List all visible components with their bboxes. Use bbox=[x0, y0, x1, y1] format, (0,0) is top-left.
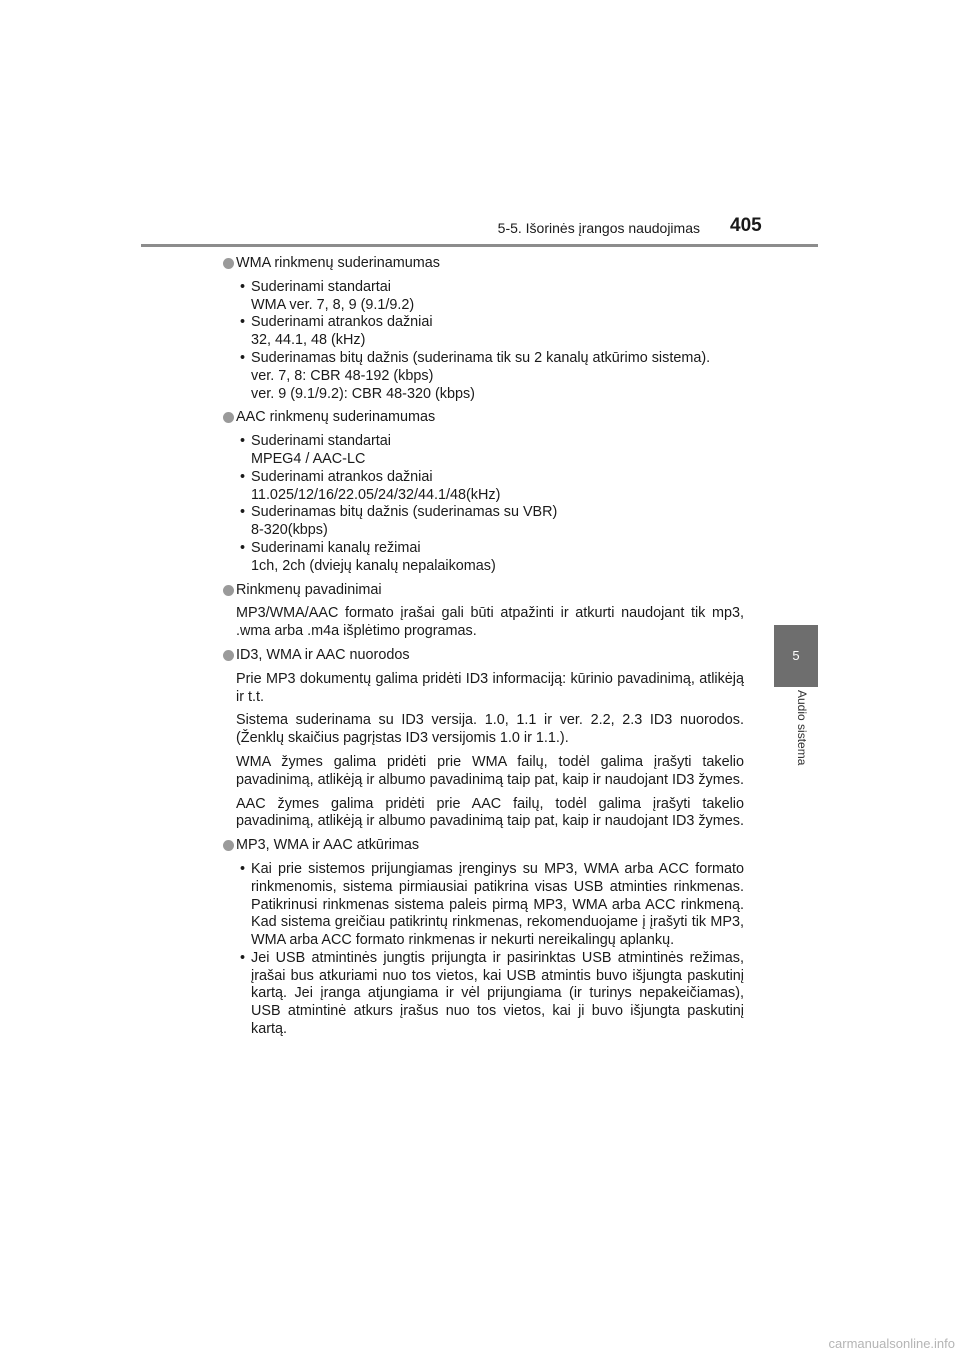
item-value: ver. 9 (9.1/9.2): CBR 48-320 (kbps) bbox=[251, 385, 475, 402]
page-content bbox=[221, 255, 744, 1045]
bullet-icon: • bbox=[240, 860, 246, 877]
page-number: 405 bbox=[730, 215, 762, 236]
section-title: MP3, WMA ir AAC atkūrimas bbox=[236, 837, 420, 854]
chapter-label: Audio sistema bbox=[795, 690, 809, 766]
paragraph: MP3/WMA/AAC formato įrašai gali būti atpažinti ir atkurti naudojant tik mp3, .wma arba .m4a išplėtimo programas. bbox=[236, 605, 744, 640]
list-item bbox=[236, 504, 744, 540]
bullet-dot-icon bbox=[223, 840, 234, 851]
item-value: 1ch, 2ch (dviejų kanalų nepalaikomas) bbox=[251, 557, 496, 574]
section-tags bbox=[221, 647, 744, 831]
item-label: Suderinami standartai bbox=[251, 433, 391, 450]
section-title: WMA rinkmenų suderinamumas bbox=[236, 255, 440, 271]
watermark-text: carmanualsonline.info bbox=[828, 1336, 955, 1351]
bullet-dot-icon bbox=[223, 412, 234, 423]
section-wma-compatibility bbox=[221, 255, 744, 403]
list-item bbox=[236, 861, 744, 950]
item-list bbox=[236, 861, 744, 1039]
bullet-dot-icon bbox=[223, 650, 234, 661]
bullet-icon: • bbox=[240, 504, 246, 521]
item-text: Jei USB atmintinės jungtis prijungta ir pasirinktas USB atmintinės režimas, įrašai bus atkuriami nuo tos vietos, kai USB atmintis buvo išjungta paskutinį kartą. Jei įranga atjungiama ir vėl prijungiama (ir turinys nepakeičiamas), USB atmintinė atkurs įrašus nuo tos vietos, kai ji buvo išjungta paskutinį kartą. bbox=[251, 949, 744, 1038]
item-value: WMA ver. 7, 8, 9 (9.1/9.2) bbox=[251, 296, 415, 313]
bullet-dot-icon bbox=[223, 585, 234, 596]
section-heading bbox=[221, 582, 744, 600]
bullet-icon: • bbox=[240, 278, 246, 295]
section-heading bbox=[221, 409, 744, 427]
item-value: 11.025/12/16/22.05/24/32/44.1/48(kHz) bbox=[251, 486, 501, 503]
chapter-tab: 5 bbox=[774, 625, 818, 687]
item-value: 8-320(kbps) bbox=[251, 522, 328, 539]
section-heading bbox=[221, 255, 744, 273]
section-title: Rinkmenų pavadinimai bbox=[236, 581, 382, 598]
item-label: Suderinami atrankos dažniai bbox=[251, 314, 433, 331]
item-value: 32, 44.1, 48 (kHz) bbox=[251, 332, 366, 349]
paragraph: AAC žymes galima pridėti prie AAC failų, todėl galima įrašyti takelio pavadinimą, atlikėją ir albumo pavadinimą taip pat, kaip ir naudojant ID3 žymes. bbox=[236, 795, 744, 830]
paragraph: Prie MP3 dokumentų galima pridėti ID3 informaciją: kūrinio pavadinimą, atlikėją ir t.t. bbox=[236, 670, 744, 705]
section-header-title: 5-5. Išorinės įrangos naudojimas bbox=[497, 220, 700, 236]
section-heading bbox=[221, 837, 744, 855]
list-item bbox=[236, 950, 744, 1039]
item-label: Suderinami kanalų režimai bbox=[251, 539, 421, 556]
bullet-icon: • bbox=[240, 539, 246, 556]
list-item bbox=[236, 279, 744, 315]
bullet-icon: • bbox=[240, 314, 246, 331]
bullet-icon: • bbox=[240, 433, 246, 450]
paragraph: Sistema suderinama su ID3 versija. 1.0, 1.1 ir ver. 2.2, 2.3 ID3 nuorodos. (Ženklų skaičius pagrįstas ID3 versijomis 1.0 ir 1.1.). bbox=[236, 712, 744, 747]
item-list bbox=[236, 433, 744, 575]
list-item bbox=[236, 469, 744, 505]
item-label: Suderinami standartai bbox=[251, 278, 391, 295]
list-item bbox=[236, 540, 744, 576]
item-list bbox=[236, 279, 744, 404]
list-item bbox=[236, 314, 744, 350]
item-text: Kai prie sistemos prijungiamas įrenginys su MP3, WMA arba ACC formato rinkmenomis, sistema pirmiausiai patikrina visas USB atminties rinkmenas. Patikrinusi rinkmenas sistema paleis pirmą MP3, WMA arba ACC rinkmeną. Kad sistema greičiau patikrintų rinkmenas, rekomenduojame į įrašyti tik MP3, WMA arba ACC formato rinkmenas ir nekurti nereikalingų aplankų. bbox=[251, 860, 744, 949]
bullet-dot-icon bbox=[223, 258, 234, 269]
item-label: Suderinami atrankos dažniai bbox=[251, 468, 433, 485]
bullet-icon: • bbox=[240, 349, 246, 366]
section-file-names bbox=[221, 582, 744, 641]
item-label: Suderinamas bitų dažnis (suderinamas su VBR) bbox=[251, 504, 558, 521]
list-item bbox=[236, 433, 744, 469]
section-playback bbox=[221, 837, 744, 1039]
section-heading bbox=[221, 647, 744, 665]
header-divider bbox=[141, 244, 818, 247]
section-title: ID3, WMA ir AAC nuorodos bbox=[236, 646, 410, 663]
item-value: MPEG4 / AAC-LC bbox=[251, 450, 366, 467]
bullet-icon: • bbox=[240, 949, 246, 966]
item-value: ver. 7, 8: CBR 48-192 (kbps) bbox=[251, 367, 434, 384]
section-title: AAC rinkmenų suderinamumas bbox=[236, 409, 436, 426]
item-label: Suderinamas bitų dažnis (suderinama tik su 2 kanalų atkūrimo sistema). bbox=[251, 349, 711, 366]
list-item bbox=[236, 350, 744, 403]
section-aac-compatibility bbox=[221, 409, 744, 575]
bullet-icon: • bbox=[240, 468, 246, 485]
paragraph: WMA žymes galima pridėti prie WMA failų, todėl galima įrašyti takelio pavadinimą, atlikėją ir albumo pavadinimą taip pat, kaip ir naudojant ID3 žymes. bbox=[236, 753, 744, 788]
